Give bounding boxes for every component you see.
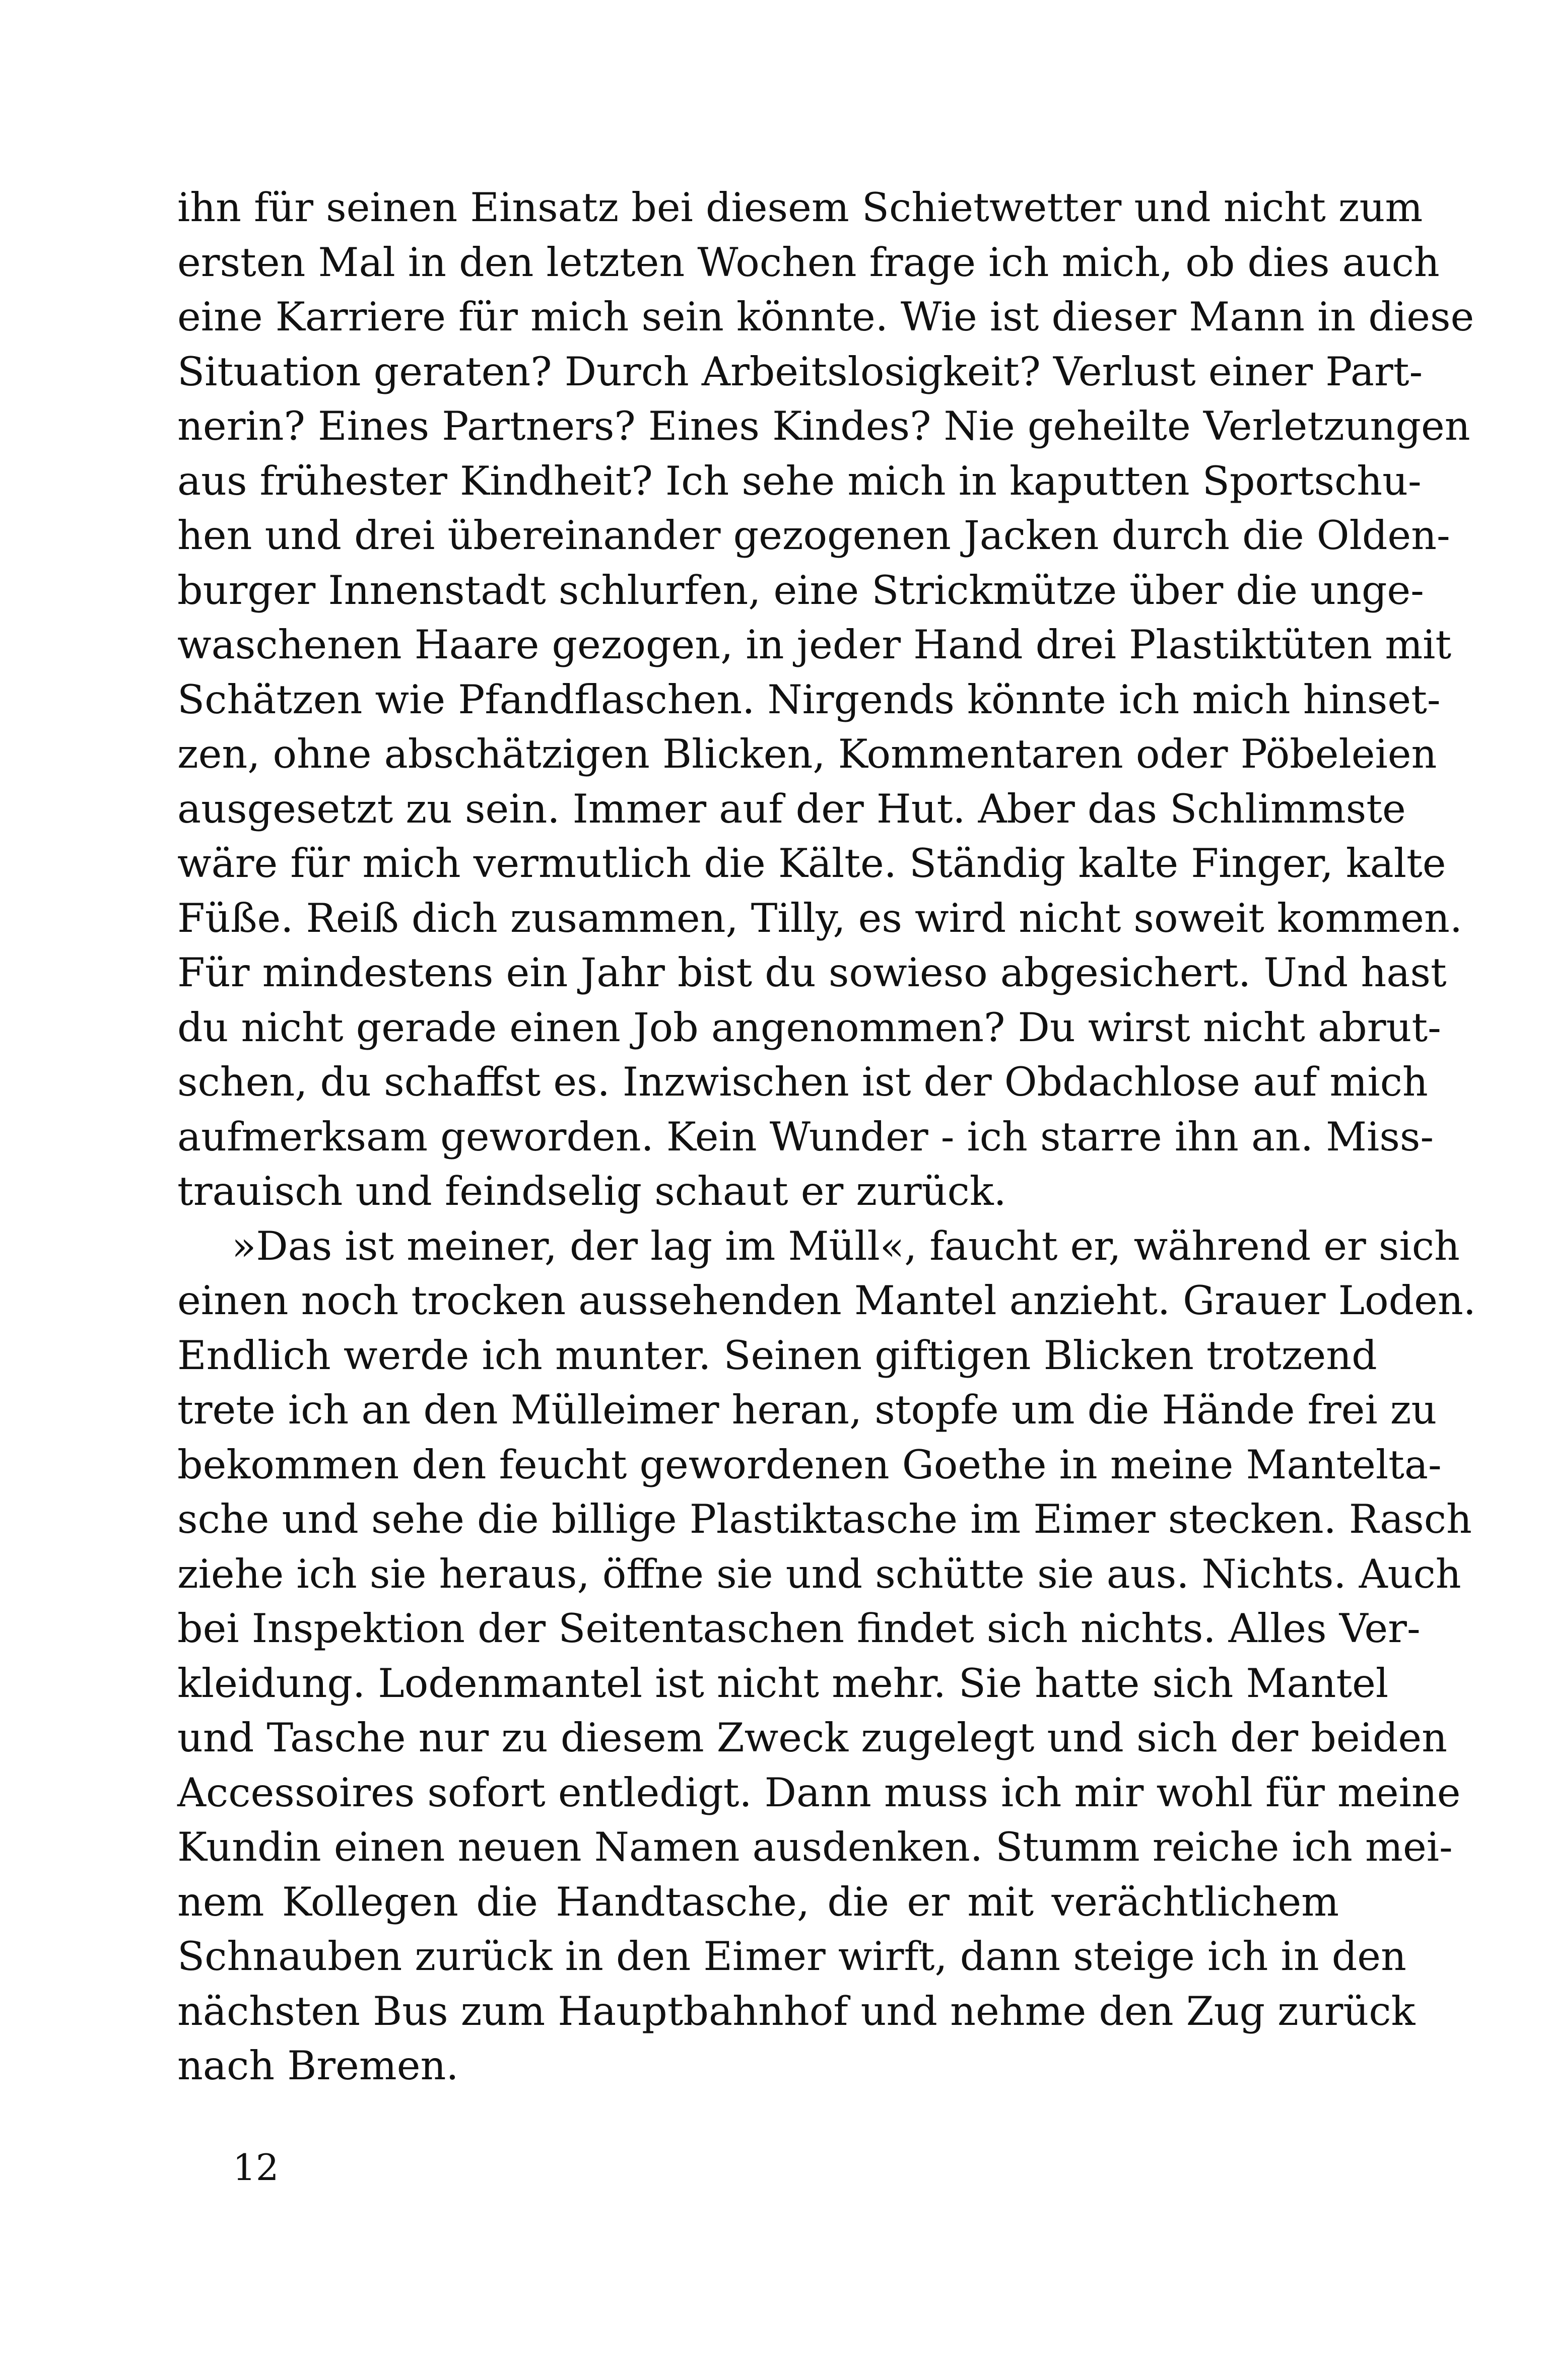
text-line: einen noch trocken aussehenden Mantel anzieht. Grauer Loden. [177,1277,1476,1324]
text-line: aufmerksam geworden. Kein Wunder - ich starre ihn an. Miss- [177,1113,1434,1160]
text-line: nerin? Eines Partners? Eines Kindes? Nie geheilte Verletzungen [177,403,1470,449]
text-line: zen, ohne abschätzigen Blicken, Kommentaren oder Pöbeleien [177,731,1437,777]
text-line: waschenen Haare gezogen, in jeder Hand drei Plastiktüten mit [177,622,1452,668]
text-line: ausgesetzt zu sein. Immer auf der Hut. Aber das Schlimmste [177,785,1406,832]
text-line: und Tasche nur zu diesem Zweck zugelegt und sich der beiden [177,1715,1448,1761]
text-line: bekommen den feucht gewordenen Goethe in meine Manteltа- [177,1441,1442,1488]
text-line: kleidung. Lodenmantel ist nicht mehr. Sie hatte sich Mantel [177,1660,1389,1707]
text-line: Accessoires sofort entledigt. Dann muss ich mir wohl für meine [177,1769,1461,1816]
body-text [177,180,1476,2093]
text-line: hen und drei übereinander gezogenen Jacken durch die Olden- [177,512,1450,559]
text-line: Füße. Reiß dich zusammen, Tilly, es wird nicht soweit kommen. [177,895,1463,941]
text-line: Situation geraten? Durch Arbeitslosigkeit? Verlust einer Part- [177,348,1423,395]
text-line: ihn für seinen Einsatz bei diesem Schietwetter und nicht zum [177,184,1423,231]
text-line: ersten Mal in den letzten Wochen frage ich mich, ob dies auch [177,239,1440,286]
text-line: nach Bremen. [177,2043,459,2089]
text-line: du nicht gerade einen Job angenommen? Du wirst nicht abrut- [177,1004,1441,1051]
text-line: nem Kollegen die Handtasche, die er mit verächtlichem [177,1878,1339,1925]
text-line: Schnauben zurück in den Eimer wirft, dann steige ich in den [177,1933,1406,1980]
text-line: ziehe ich sie heraus, öffne sie und schütte sie aus. Nichts. Auch [177,1550,1461,1597]
page-number: 12 [233,2146,279,2189]
text-line: Kundin einen neuen Namen ausdenken. Stumm reiche ich mei- [177,1824,1453,1870]
text-line: trauisch und feindselig schaut er zurück. [177,1168,1006,1214]
text-line: wäre für mich vermutlich die Kälte. Ständig kalte Finger, kalte [177,840,1446,887]
text-line: bei Inspektion der Seitentaschen findet sich nichts. Alles Ver- [177,1605,1421,1652]
paragraph-1 [177,180,1474,1219]
text-line: »Das ist meiner, der lag im Müll«, faucht er, während er sich [232,1222,1460,1269]
text-line: trete ich an den Mülleimer heran, stopfe um die Hände frei zu [177,1387,1437,1433]
text-line: eine Karriere für mich sein könnte. Wie ist dieser Mann in diese [177,294,1474,340]
text-line: Für mindestens ein Jahr bist du sowieso abgesichert. Und hast [177,949,1447,996]
text-line: burger Innenstadt schlurfen, eine Strickmütze über die unge- [177,567,1424,614]
text-line: aus frühester Kindheit? Ich sehe mich in kaputten Sportschu- [177,457,1422,504]
text-line: sche und sehe die billige Plastiktasche im Eimer stecken. Rasch [177,1496,1472,1542]
text-line: schen, du schaffst es. Inzwischen ist der Obdachlose auf mich [177,1059,1428,1105]
text-line: Schätzen wie Pfandflaschen. Nirgends könnte ich mich hinset- [177,676,1441,723]
text-line: nächsten Bus zum Hauptbahnhof und nehme den Zug zurück [177,1988,1416,2034]
paragraph-2 [177,1219,1476,2093]
text-line: Endlich werde ich munter. Seinen giftigen Blicken trotzend [177,1332,1377,1379]
